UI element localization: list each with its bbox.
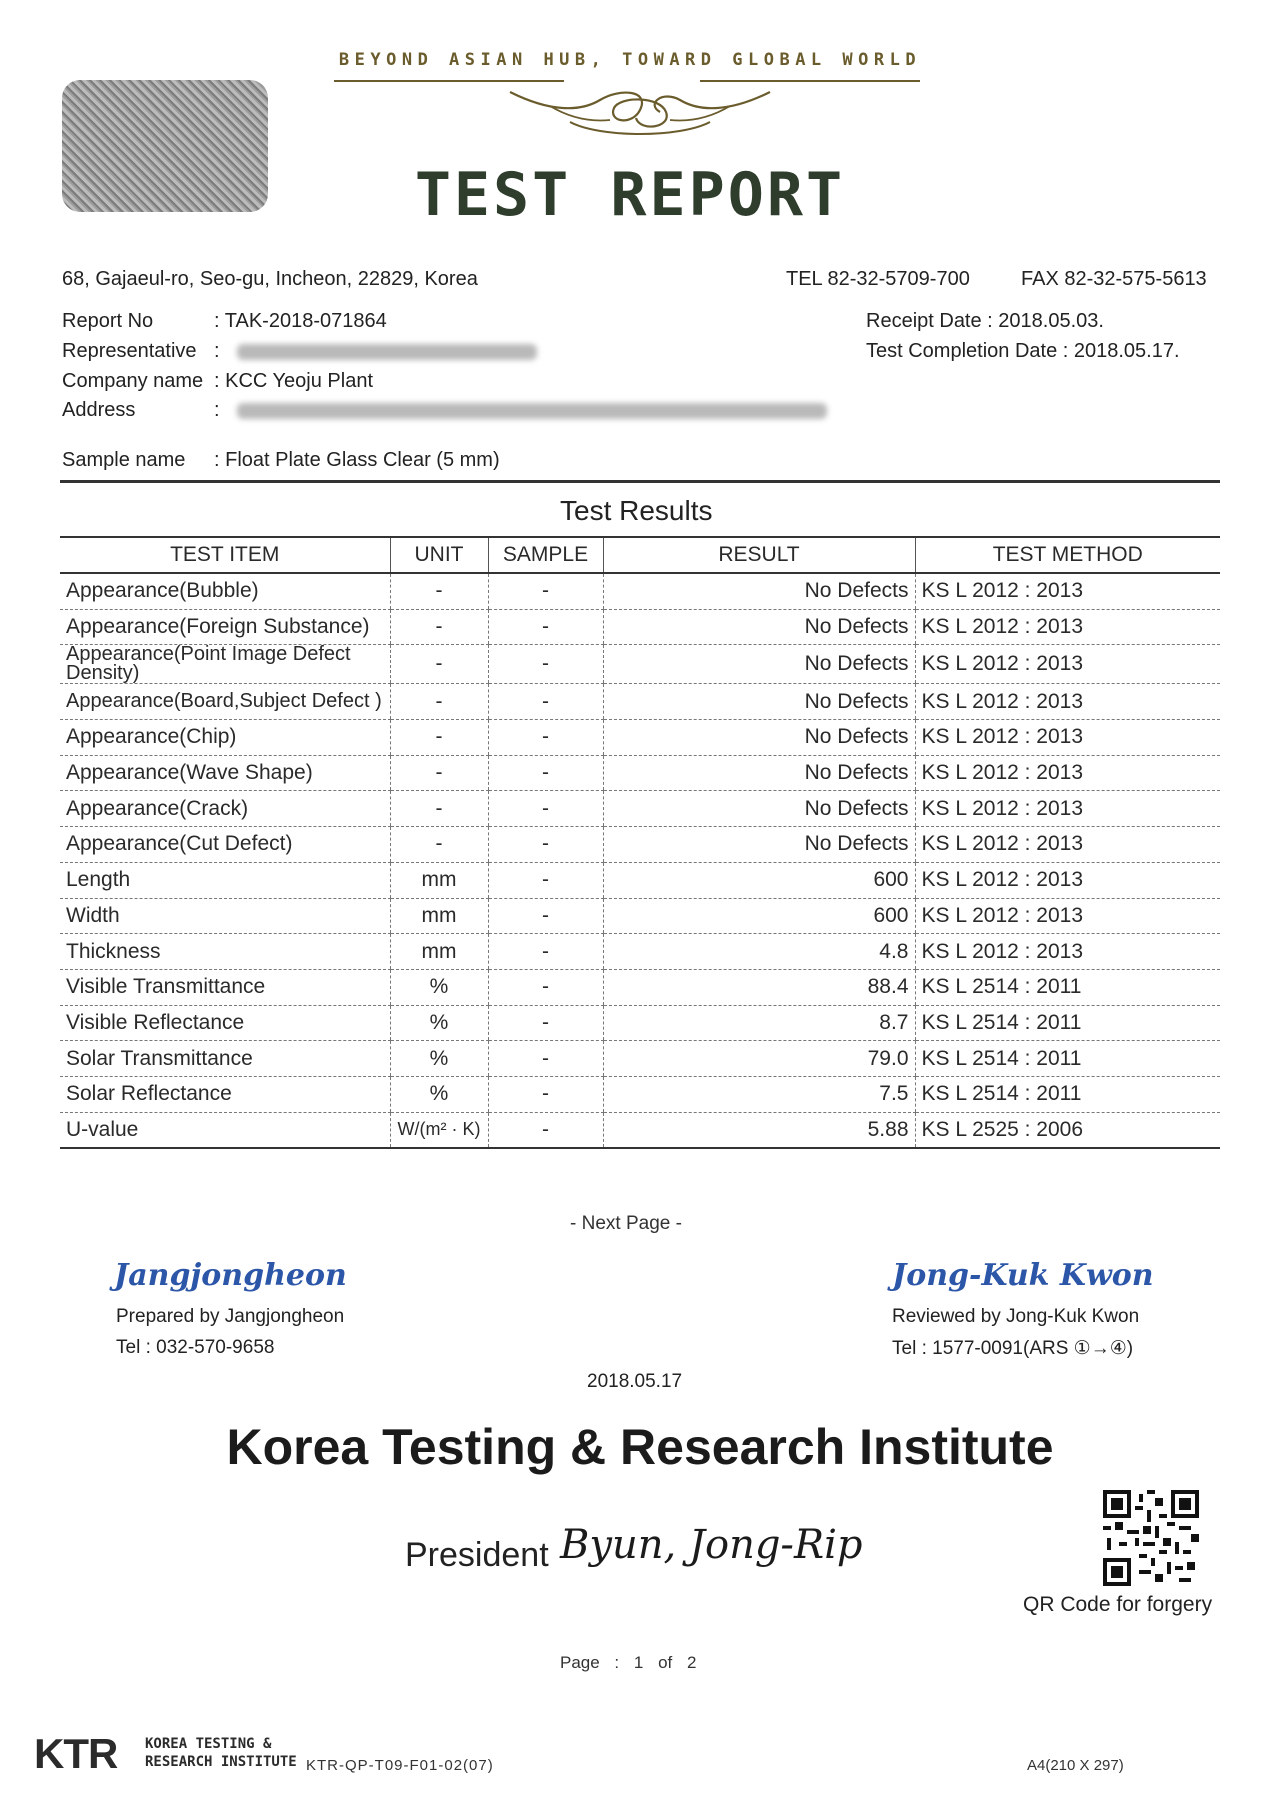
test-method-cell: KS L 2514 : 2011: [915, 969, 1220, 1005]
page-label: Page :: [560, 1653, 620, 1672]
institute-address: 68, Gajaeul-ro, Seo-gu, Incheon, 22829, Korea: [62, 268, 478, 290]
result-cell: 88.4: [603, 969, 915, 1005]
test-method-cell: KS L 2012 : 2013: [915, 862, 1220, 898]
test-item-cell: Appearance(Cut Defect): [60, 827, 390, 863]
page-of: of: [658, 1653, 673, 1672]
unit-cell: -: [390, 645, 488, 684]
unit-cell: mm: [390, 862, 488, 898]
table-row: [60, 573, 1220, 609]
ktr-logo: KTR: [34, 1730, 118, 1777]
result-cell: No Defects: [603, 645, 915, 684]
result-cell: No Defects: [603, 609, 915, 645]
result-cell: No Defects: [603, 720, 915, 756]
unit-cell: %: [390, 969, 488, 1005]
ktr-name: [145, 1735, 297, 1771]
table-row: [60, 1041, 1220, 1077]
result-cell: No Defects: [603, 791, 915, 827]
company-value: : KCC Yeoju Plant: [214, 370, 373, 392]
result-cell: 600: [603, 862, 915, 898]
form-code: KTR-QP-T09-F01-02(07): [306, 1757, 494, 1774]
institute-name: Korea Testing & Research Institute: [226, 1419, 1054, 1475]
table-row: [60, 1076, 1220, 1112]
table-row: [60, 645, 1220, 684]
ktr-name-line1: KOREA TESTING &: [145, 1736, 272, 1752]
sample-cell: -: [488, 969, 603, 1005]
unit-cell: %: [390, 1005, 488, 1041]
test-completion-date: Test Completion Date : 2018.05.17.: [866, 340, 1180, 362]
test-method-cell: KS L 2012 : 2013: [915, 720, 1220, 756]
address-label: Address: [62, 399, 136, 421]
unit-cell: %: [390, 1041, 488, 1077]
test-item-cell: Appearance(Crack): [60, 791, 390, 827]
receipt-date: Receipt Date : 2018.05.03.: [866, 310, 1104, 332]
test-method-cell: KS L 2514 : 2011: [915, 1041, 1220, 1077]
address-colon: :: [214, 399, 220, 421]
ornament-flourish: [490, 82, 790, 146]
test-method-cell: KS L 2012 : 2013: [915, 609, 1220, 645]
reviewer-signature: Jong-Kuk Kwon: [892, 1258, 1154, 1293]
report-no-value: : TAK-2018-071864: [214, 310, 387, 332]
test-method-cell: KS L 2012 : 2013: [915, 827, 1220, 863]
representative-label: Representative: [62, 340, 197, 362]
table-row: [60, 609, 1220, 645]
table-row: [60, 1005, 1220, 1041]
sample-cell: -: [488, 1005, 603, 1041]
sample-cell: -: [488, 1076, 603, 1112]
ktr-name-line2: RESEARCH INSTITUTE: [145, 1754, 297, 1770]
test-item-cell: Appearance(Wave Shape): [60, 755, 390, 791]
page-indicator: [560, 1653, 696, 1673]
representative-colon: :: [214, 340, 220, 362]
table-row: [60, 684, 1220, 720]
unit-cell: W/(m² · K): [390, 1112, 488, 1148]
report-title: TEST REPORT: [414, 160, 846, 230]
test-method-cell: KS L 2514 : 2011: [915, 1076, 1220, 1112]
table-row: [60, 969, 1220, 1005]
result-cell: No Defects: [603, 684, 915, 720]
sample-name-value: : Float Plate Glass Clear (5 mm): [214, 449, 500, 471]
test-item-cell: Appearance(Board,Subject Defect ): [60, 684, 390, 720]
result-cell: 79.0: [603, 1041, 915, 1077]
preparer-label: Prepared by Jangjongheon: [116, 1306, 345, 1327]
sample-cell: -: [488, 791, 603, 827]
test-item-cell: U-value: [60, 1112, 390, 1148]
test-method-cell: KS L 2012 : 2013: [915, 755, 1220, 791]
table-row: [60, 862, 1220, 898]
reviewer-label: Reviewed by Jong-Kuk Kwon: [892, 1306, 1140, 1327]
sample-cell: -: [488, 573, 603, 609]
qr-code: [1103, 1490, 1199, 1586]
table-row: [60, 827, 1220, 863]
paper-size: A4(210 X 297): [1027, 1757, 1124, 1774]
test-item-cell: Visible Transmittance: [60, 969, 390, 1005]
page-total: 2: [687, 1653, 697, 1672]
redacted-address: [237, 403, 827, 419]
sample-cell: -: [488, 609, 603, 645]
page-current: 1: [633, 1653, 644, 1672]
unit-cell: mm: [390, 934, 488, 970]
result-cell: 8.7: [603, 1005, 915, 1041]
sample-cell: -: [488, 1112, 603, 1148]
unit-cell: mm: [390, 898, 488, 934]
table-row: [60, 755, 1220, 791]
test-item-cell: Appearance(Bubble): [60, 573, 390, 609]
unit-cell: %: [390, 1076, 488, 1112]
unit-cell: -: [390, 684, 488, 720]
result-cell: No Defects: [603, 827, 915, 863]
test-method-cell: KS L 2012 : 2013: [915, 791, 1220, 827]
column-header-sample: SAMPLE: [488, 537, 603, 573]
test-method-cell: KS L 2012 : 2013: [915, 898, 1220, 934]
result-cell: 600: [603, 898, 915, 934]
table-header-row: [60, 537, 1220, 573]
test-item-cell: Appearance(Chip): [60, 720, 390, 756]
sample-cell: -: [488, 827, 603, 863]
test-method-cell: KS L 2012 : 2013: [915, 645, 1220, 684]
telephone: TEL 82-32-5709-700: [786, 268, 970, 290]
column-header-test-method: TEST METHOD: [915, 537, 1220, 573]
unit-cell: -: [390, 720, 488, 756]
sample-cell: -: [488, 1041, 603, 1077]
result-cell: 4.8: [603, 934, 915, 970]
result-cell: No Defects: [603, 573, 915, 609]
table-row: [60, 898, 1220, 934]
test-item-cell: Appearance(Foreign Substance): [60, 609, 390, 645]
redacted-representative: [237, 344, 537, 360]
sample-cell: -: [488, 934, 603, 970]
sample-cell: -: [488, 898, 603, 934]
test-method-cell: KS L 2514 : 2011: [915, 1005, 1220, 1041]
preparer-signature: Jangjongheon: [114, 1258, 347, 1293]
column-header-result: RESULT: [603, 537, 915, 573]
preparer-tel: Tel : 032-570-9658: [116, 1337, 275, 1358]
test-method-cell: KS L 2012 : 2013: [915, 684, 1220, 720]
slogan: BEYOND ASIAN HUB, TOWARD GLOBAL WORLD: [338, 50, 922, 70]
test-item-cell: Solar Transmittance: [60, 1041, 390, 1077]
next-page-note: - Next Page -: [570, 1213, 682, 1234]
stamp-seal: [62, 80, 268, 212]
result-cell: 7.5: [603, 1076, 915, 1112]
unit-cell: -: [390, 609, 488, 645]
qr-code-label: QR Code for forgery: [1023, 1593, 1213, 1616]
address-value: [214, 399, 827, 422]
test-item-cell: Solar Reflectance: [60, 1076, 390, 1112]
table-top-rule: [60, 480, 1220, 483]
test-item-cell: Length: [60, 862, 390, 898]
test-method-cell: KS L 2525 : 2006: [915, 1112, 1220, 1148]
fax: FAX 82-32-575-5613: [1021, 268, 1207, 290]
table-row: [60, 934, 1220, 970]
sample-cell: -: [488, 645, 603, 684]
unit-cell: -: [390, 827, 488, 863]
column-header-unit: UNIT: [390, 537, 488, 573]
unit-cell: -: [390, 573, 488, 609]
sample-name-label: Sample name: [62, 449, 186, 471]
test-item-cell: Width: [60, 898, 390, 934]
report-no-label: Report No: [62, 310, 154, 332]
unit-cell: -: [390, 755, 488, 791]
table-row: [60, 791, 1220, 827]
test-item-cell: Visible Reflectance: [60, 1005, 390, 1041]
sample-cell: -: [488, 720, 603, 756]
result-cell: No Defects: [603, 755, 915, 791]
column-header-test-item: TEST ITEM: [60, 537, 390, 573]
representative-value: [214, 340, 537, 363]
unit-cell: -: [390, 791, 488, 827]
sample-cell: -: [488, 862, 603, 898]
president-label: President: [405, 1536, 549, 1574]
test-item-cell: Appearance(Point Image Defect Density): [60, 645, 390, 684]
table-title: Test Results: [560, 495, 713, 526]
test-item-cell: Thickness: [60, 934, 390, 970]
issue-date: 2018.05.17: [587, 1371, 683, 1392]
test-method-cell: KS L 2012 : 2013: [915, 573, 1220, 609]
table-row: [60, 720, 1220, 756]
result-cell: 5.88: [603, 1112, 915, 1148]
president-signature: Byun, Jong-Rip: [560, 1522, 863, 1568]
company-label: Company name: [62, 370, 204, 392]
table-row: [60, 1112, 1220, 1148]
sample-cell: -: [488, 755, 603, 791]
test-results-table: [60, 536, 1220, 1149]
sample-cell: -: [488, 684, 603, 720]
reviewer-tel: Tel : 1577-0091(ARS ①→④): [892, 1338, 1134, 1359]
test-method-cell: KS L 2012 : 2013: [915, 934, 1220, 970]
